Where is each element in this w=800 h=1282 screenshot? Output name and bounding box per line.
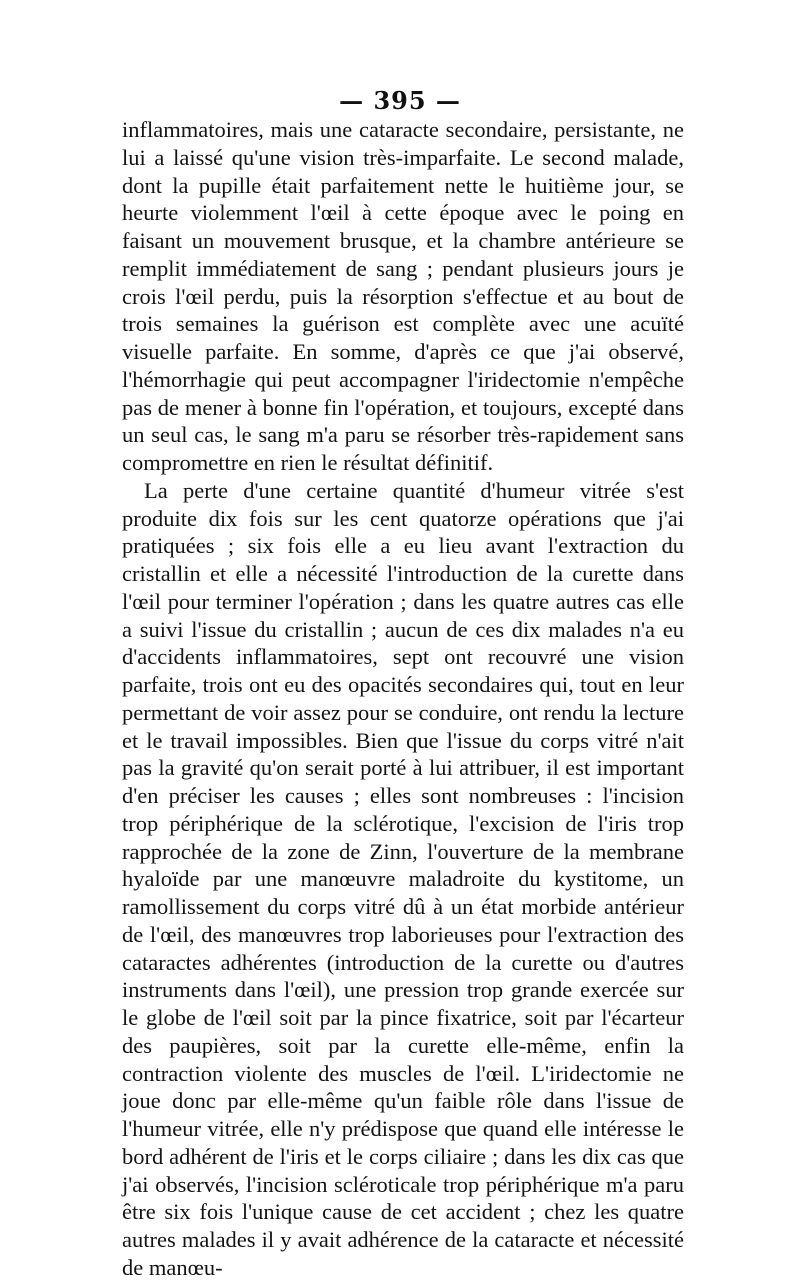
page-number: — 395 —	[339, 86, 461, 115]
body-text	[122, 116, 684, 1282]
paragraph-vitreous-loss: La perte d'une certaine quantité d'humeur vitrée s'est produite dix fois sur les cent quatorze opérations que j'ai pratiquées ; six fois elle a eu lieu avant l'extraction du cristallin et elle a nécessité l'introduction de la curette dans l'œil pour terminer l'opération ; dans les quatre autres cas elle a suivi l'issue du cristallin ; aucun de ces dix malades n'a eu d'accidents inflammatoires, sept ont recouvré une vision parfaite, trois ont eu des opacités secondaires qui, tout en leur permettant de voir assez pour se conduire, ont rendu la lecture et le travail impossibles. Bien que l'issue du corps vitré n'ait pas la gravité qu'on serait porté à lui attribuer, il est important d'en préciser les causes ; elles sont nombreuses : l'incision trop périphérique de la sclérotique, l'excision de l'iris trop rapprochée de la zone de Zinn, l'ouverture de la membrane hyaloïde par une manœuvre maladroite du kystitome, un ramollissement du corps vitré dû à un état morbide antérieur de l'œil, des manœuvres trop laborieuses pour l'extraction des cataractes adhérentes (introduction de la curette ou d'autres instruments dans l'œil), une pression trop grande exercée sur le globe de l'œil soit par la pince fixatrice, soit par l'écarteur des paupières, soit par la curette elle-même, enfin la contraction violente des muscles de l'œil. L'iridectomie ne joue donc par elle-même qu'un faible rôle dans l'issue de l'humeur vitrée, elle n'y prédispose que quand elle intéresse le bord adhérent de l'iris et le corps ciliaire ; dans les dix cas que j'ai observés, l'incision scléroticale trop périphérique m'a paru être six fois l'unique cause de cet accident ; chez les quatre autres malades il y avait adhérence de la cataracte et nécessité de manœu-	[122, 477, 684, 1280]
paragraph-continued: inflammatoires, mais une cataracte secondaire, persistante, ne lui a laissé qu'une vision très-imparfaite. Le second malade, dont la pupille était parfaitement nette le huitième jour, se heurte violemment l'œil à cette époque avec le poing en faisant un mouvement brusque, et la chambre antérieure se remplit immédiatement de sang ; pendant plusieurs jours je crois l'œil perdu, puis la résorption s'effectue et au bout de trois semaines la guérison est complète avec une acuïté visuelle parfaite. En somme, d'après ce que j'ai observé, l'hémorrhagie qui peut accompagner l'iridectomie n'empêche pas de mener à bonne fin l'opération, et toujours, excepté dans un seul cas, le sang m'a paru se résorber très-rapidement sans compromettre en rien le résultat définitif.	[122, 117, 684, 475]
